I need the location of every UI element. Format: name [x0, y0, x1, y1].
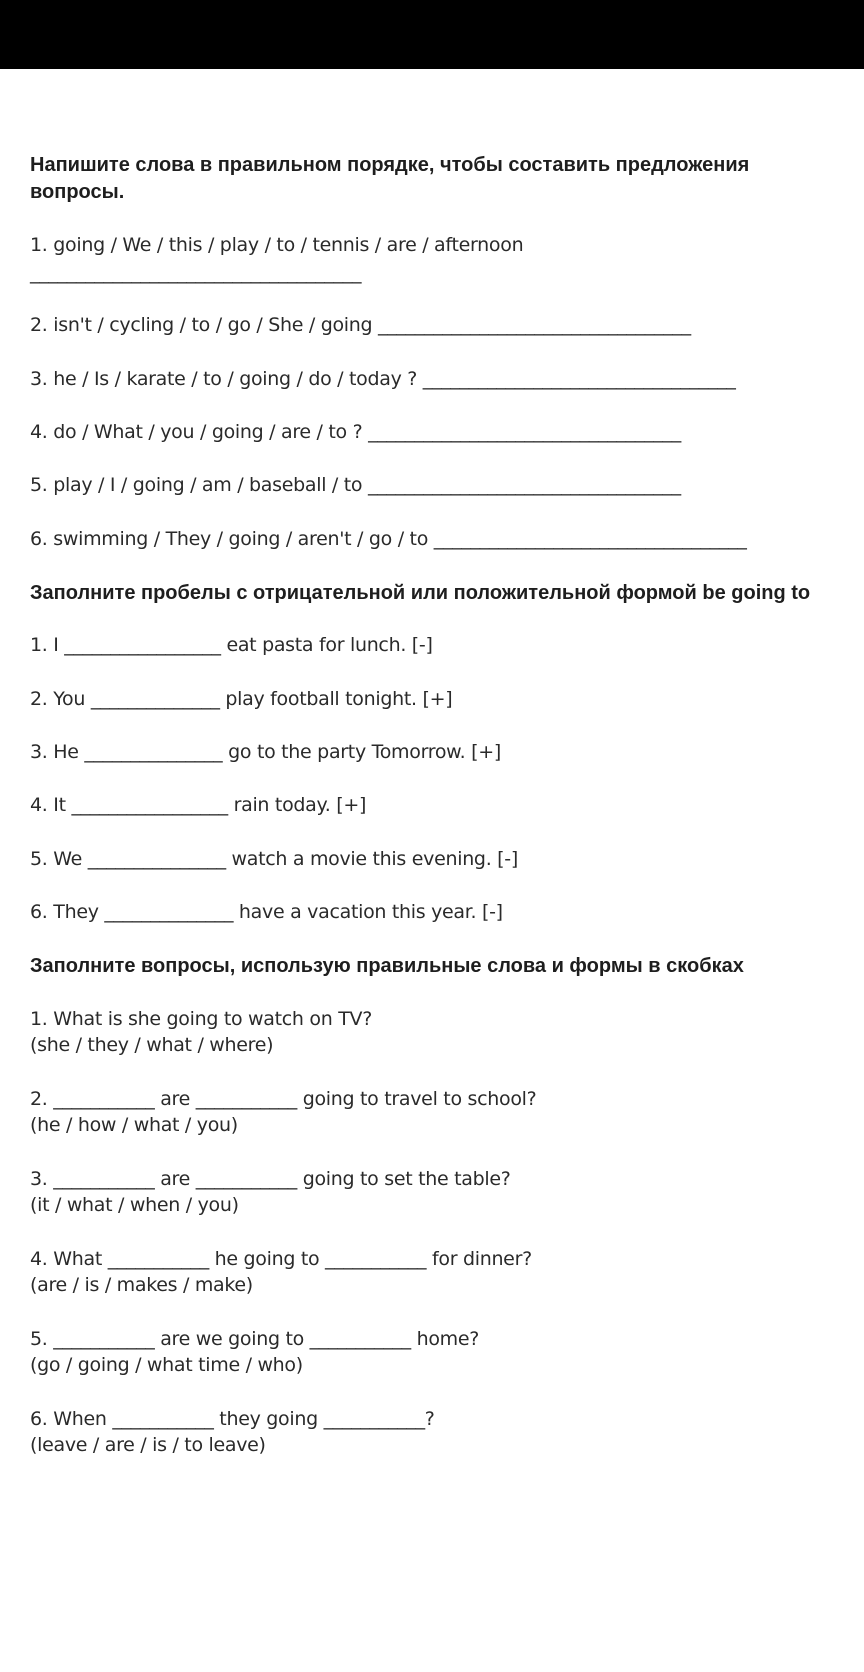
- s3-item-6-options: (leave / are / is / to leave): [30, 1434, 266, 1456]
- s3-item-4-question[interactable]: 4. What ___________ he going to ___________ for dinner?: [30, 1248, 532, 1270]
- s3-item-2-question[interactable]: 2. ___________ are ___________ going to travel to school?: [30, 1088, 537, 1110]
- s1-item-6[interactable]: 6. swimming / They / going / aren't / go / to __________________________________: [30, 528, 747, 550]
- s1-item-2[interactable]: 2. isn't / cycling / to / go / She / going __________________________________: [30, 314, 691, 336]
- s3-item-6-question[interactable]: 6. When ___________ they going ___________?: [30, 1408, 435, 1430]
- s2-item-3[interactable]: 3. He _______________ go to the party Tomorrow. [+]: [30, 741, 501, 763]
- s2-item-5[interactable]: 5. We _______________ watch a movie this evening. [-]: [30, 848, 518, 870]
- s3-item-3-options: (it / what / when / you): [30, 1194, 239, 1216]
- s3-item-2-options: (he / how / what / you): [30, 1114, 238, 1136]
- s1-item-3[interactable]: 3. he / Is / karate / to / going / do / today ? __________________________________: [30, 368, 736, 390]
- s2-item-4[interactable]: 4. It _________________ rain today. [+]: [30, 794, 367, 816]
- s2-item-2[interactable]: 2. You ______________ play football tonight. [+]: [30, 688, 453, 710]
- s3-item-4-options: (are / is / makes / make): [30, 1274, 253, 1296]
- s3-item-3-question[interactable]: 3. ___________ are ___________ going to set the table?: [30, 1168, 511, 1190]
- s3-item-1-question: 1. What is she going to watch on TV?: [30, 1008, 372, 1030]
- section1-heading: Напишите слова в правильном порядке, чтобы составить предложения: [30, 154, 750, 176]
- section3-heading: Заполните вопросы, использую правильные слова и формы в скобках: [30, 955, 744, 977]
- s1-item-5[interactable]: 5. play / I / going / am / baseball / to __________________________________: [30, 474, 681, 496]
- section2-heading: Заполните пробелы с отрицательной или положительной формой be going to: [30, 582, 811, 604]
- s1-item-1: 1. going / We / this / play / to / tennis / are / afternoon: [30, 234, 524, 256]
- s3-item-5-question[interactable]: 5. ___________ are we going to ___________ home?: [30, 1328, 480, 1350]
- s1-item-4[interactable]: 4. do / What / you / going / are / to ? __________________________________: [30, 421, 681, 443]
- s3-item-5-options: (go / going / what time / who): [30, 1354, 303, 1376]
- s2-item-1[interactable]: 1. I _________________ eat pasta for lunch. [-]: [30, 634, 433, 656]
- s2-item-6[interactable]: 6. They ______________ have a vacation this year. [-]: [30, 901, 503, 923]
- s3-item-1-options: (she / they / what / where): [30, 1034, 274, 1056]
- s1-item-1-answer-line[interactable]: ____________________________________: [30, 262, 362, 284]
- section1-heading-cont: вопросы.: [30, 181, 125, 203]
- top-black-bar: [0, 0, 864, 69]
